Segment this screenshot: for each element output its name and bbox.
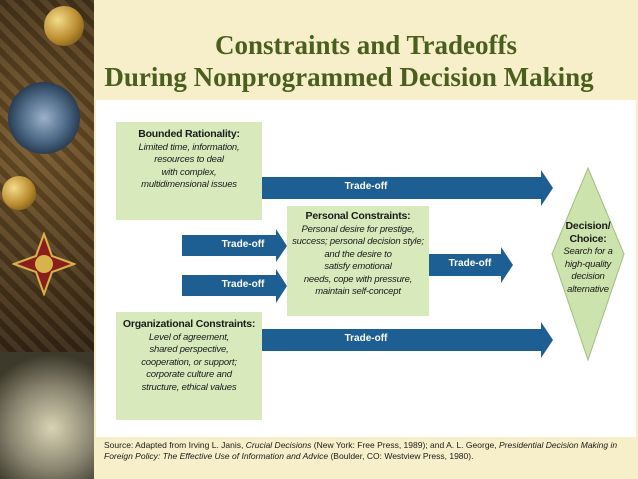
tradeoff-label-middle: Trade-off <box>448 258 492 269</box>
organizational-constraints-box <box>116 312 262 420</box>
bounded-line-2: resources to deal <box>154 154 224 165</box>
source-book-2: Presidential Decision Making in Foreign Policy: The Effective Use of Information and Advice <box>104 440 618 461</box>
personal-line-1: Personal desire for prestige, <box>301 223 415 235</box>
decision-line-3: decision <box>571 271 605 282</box>
slide-title-line2: During Nonprogrammed Decision Making <box>104 62 594 92</box>
decision-diagram <box>96 100 636 461</box>
arrow-top <box>262 170 553 206</box>
decision-heading-line1: Decision/ <box>565 220 611 232</box>
compass-dial-icon <box>0 352 94 479</box>
slide-title-line1: Constraints and Tradeoffs <box>214 30 518 60</box>
bounded-line-3: with complex, <box>161 166 217 178</box>
source-part-2: (New York: Free Press, 1989); and A. L. George, <box>311 440 499 450</box>
source-part-1: Source: Adapted from Irving L. Janis, <box>104 440 246 450</box>
organizational-line-4: corporate culture and <box>146 369 232 380</box>
bounded-rationality-box <box>116 122 262 220</box>
medal-cross-icon <box>12 232 76 296</box>
source-part-3: (Boulder, CO: Westview Press, 1980). <box>328 451 474 461</box>
decision-heading-line2: Choice: <box>569 232 607 245</box>
organizational-line-3: cooperation, or support; <box>141 356 237 368</box>
decision-line-4: alternative <box>567 283 609 295</box>
bounded-line-4: multidimensional issues <box>141 179 237 190</box>
personal-line-3: and the desire to <box>324 248 392 260</box>
tradeoff-label-left-lower: Trade-off <box>221 279 265 290</box>
personal-line-5: needs, cope with pressure, <box>303 273 413 285</box>
personal-line-4: satisfy emotional <box>324 261 392 272</box>
organizational-line-2: shared perspective, <box>149 344 229 355</box>
gold-button-icon <box>44 6 84 46</box>
decision-choice-text <box>552 220 624 296</box>
personal-line-2: success; personal decision style; <box>292 236 424 247</box>
ribbon-rosette-icon <box>8 82 80 154</box>
source-book-1: Crucial Decisions <box>245 440 312 450</box>
personal-constraints-box <box>287 206 429 316</box>
arrow-bottom <box>262 322 553 358</box>
decision-line-1: Search for a <box>563 246 613 257</box>
tradeoff-label-left-upper: Trade-off <box>221 239 265 250</box>
tradeoff-label-top: Trade-off <box>344 181 388 192</box>
source-citation <box>104 440 632 462</box>
organizational-line-5: structure, ethical values <box>141 381 237 393</box>
personal-constraints-heading: Personal Constraints: <box>305 210 411 222</box>
organizational-line-1: Level of agreement, <box>148 331 230 343</box>
decision-line-2: high-quality <box>564 258 612 270</box>
bounded-rationality-heading: Bounded Rationality: <box>138 128 240 140</box>
tradeoff-label-bottom: Trade-off <box>344 333 388 344</box>
organizational-constraints-heading: Organizational Constraints: <box>122 318 256 330</box>
gold-button-icon <box>2 176 36 210</box>
personal-line-6: maintain self-concept <box>315 286 401 297</box>
bounded-line-1: Limited time, information, <box>138 141 240 153</box>
